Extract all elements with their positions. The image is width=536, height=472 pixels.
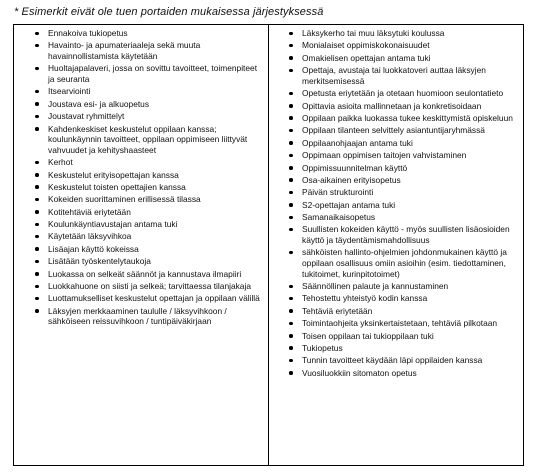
bullet-icon: [35, 115, 39, 119]
list-item-text: Säännöllinen palaute ja kannustaminen: [302, 281, 449, 292]
list-item: [14, 63, 264, 84]
list-item-text: Luokassa on selkeät säännöt ja kannustava ilmapiiri: [48, 268, 242, 279]
bullet-icon: [289, 285, 293, 289]
bullet-icon: [289, 251, 293, 255]
list-item-text: Kerhot: [48, 157, 73, 168]
bullet-icon: [35, 67, 39, 71]
list-item-text: Oppilaanohjaajan antama tuki: [302, 137, 413, 148]
list-item-text: Käytetään läksyvihkoa: [48, 231, 132, 242]
list-item: [269, 175, 519, 186]
list-item-text: Kotitehtäviä eriytetään: [48, 206, 131, 217]
bullet-icon: [289, 141, 293, 145]
bullet-icon: [35, 173, 39, 177]
list-item-text: Keskustelut toisten opettajien kanssa: [48, 181, 186, 192]
list-item-text: Kahdenkeskiset keskustelut oppilaan kanssa; koulunkäynnin tavoitteet, oppilaan oppimiseen liittyvät vahvuudet ja kehityshaasteet: [48, 123, 248, 155]
list-item: [269, 150, 519, 161]
list-item: [269, 65, 519, 86]
list-item: [269, 212, 519, 223]
list-item-text: Oppilaan paikka luokassa tukee keskittymistä opiskeluun: [302, 112, 513, 123]
list-item-text: Oppimissuunnitelman käyttö: [302, 162, 408, 173]
list-item-text: Toisen oppilaan tai tukioppilaan tuki: [302, 330, 434, 341]
list-item: [269, 88, 519, 99]
bullet-icon: [35, 44, 39, 48]
list-item: [269, 125, 519, 136]
list-item-text: Lisäajan käyttö kokeissa: [48, 243, 139, 254]
list-item-text: Ennakoiva tukiopetus: [48, 28, 128, 38]
bullet-icon: [289, 44, 293, 48]
list-item-text: Monialaiset oppimiskokonaisuudet: [302, 40, 430, 51]
list-item-text: Opittavia asioita mallinnetaan ja konkretisoidaan: [302, 100, 482, 111]
list-item: [14, 194, 264, 205]
footnote: * Esimerkit eivät ole tuen portaiden mukaisessa järjestyksessä: [14, 6, 324, 18]
bullet-icon: [35, 161, 39, 165]
list-item: [269, 318, 519, 329]
list-item: [269, 28, 519, 39]
list-item-text: Vuosiluokkiin sitomaton opetus: [302, 367, 417, 378]
list-item-text: Joustava esi- ja alkuopetus: [48, 98, 150, 109]
list-item: [14, 86, 264, 97]
list-item: [269, 40, 519, 51]
bullet-icon: [35, 285, 39, 289]
list-item: [14, 111, 264, 122]
list-item-text: Läksyjen merkkaaminen taululle / läksyvihkoon / sähköiseen reissuvihkoon / tuntipäiväkirjaan: [48, 305, 227, 327]
list-item: [269, 293, 519, 304]
list-item: [14, 157, 264, 168]
list-item-text: Luokkahuone on siisti ja selkeä; tarvittaessa tilanjakaja: [48, 281, 251, 292]
bullet-icon: [289, 216, 293, 220]
bullet-icon: [289, 346, 293, 350]
bullet-icon: [289, 334, 293, 338]
bullet-icon: [35, 127, 39, 131]
list-item-text: sähköisten hallinto-ohjelmien johdonmukainen käyttö ja oppilaan osallisuus omiin asioihin (esim. tiedottaminen, tukitoimet, kurinpitotoimet): [302, 247, 507, 279]
right-bullet-list: [269, 28, 519, 378]
bullet-icon: [35, 210, 39, 214]
list-item: [269, 224, 519, 245]
list-item-text: Lisätään työskentelytaukoja: [48, 256, 151, 267]
bullet-icon: [289, 56, 293, 60]
right-column: [269, 25, 523, 465]
bullet-icon: [289, 228, 293, 232]
bullet-icon: [289, 297, 293, 301]
bullet-icon: [289, 178, 293, 182]
bullet-icon: [289, 371, 293, 375]
list-item-text: Tehtäviä eriytetään: [302, 305, 373, 316]
bullet-icon: [35, 185, 39, 189]
list-item: [269, 163, 519, 174]
list-item-text: Itsearviointi: [48, 86, 91, 97]
bullet-icon: [289, 166, 293, 170]
list-item: [14, 281, 264, 292]
list-item-text: Toimintaohjeita yksinkertaistetaan, tehtäviä pilkotaan: [302, 318, 498, 329]
list-item-text: Keskustelut erityisopettajan kanssa: [48, 169, 179, 180]
list-item-text: Havainto- ja apumateriaaleja sekä muuta havainnollistamista käytetään: [48, 40, 201, 61]
list-item: [269, 200, 519, 211]
list-item: [14, 219, 264, 230]
list-item: [14, 124, 264, 156]
bullet-icon: [35, 102, 39, 106]
list-item: [14, 182, 264, 193]
bullet-icon: [35, 297, 39, 301]
left-column: [14, 25, 269, 465]
list-item-text: Huoltajapalaveri, jossa on sovittu tavoitteet, toimenpiteet ja seuranta: [48, 63, 258, 84]
bullet-icon: [35, 247, 39, 251]
list-item: [14, 231, 264, 242]
bullet-icon: [35, 235, 39, 239]
list-item: [14, 244, 264, 255]
bullet-icon: [289, 104, 293, 108]
bullet-icon: [35, 90, 39, 94]
bullet-icon: [35, 198, 39, 202]
bullet-icon: [289, 32, 293, 36]
list-item-text: Luottamukselliset keskustelut opettajan ja oppilaan välillä: [48, 293, 260, 304]
list-item-text: Tunnin tavoitteet käydään läpi oppilaiden kanssa: [302, 355, 483, 366]
bullet-icon: [35, 260, 39, 264]
list-item-text: Joustavat ryhmittelyt: [48, 111, 125, 122]
list-item: [269, 53, 519, 64]
bullet-icon: [289, 191, 293, 195]
list-item: [269, 281, 519, 292]
support-measures-table: [13, 24, 524, 466]
list-item: [269, 187, 519, 198]
left-bullet-list: [14, 28, 264, 327]
list-item-text: Läksykerho tai muu läksytuki koulussa: [302, 28, 445, 38]
list-item-text: Omakielisen opettajan antama tuki: [302, 52, 431, 63]
bullet-icon: [289, 129, 293, 133]
list-item: [269, 138, 519, 149]
list-item: [14, 40, 264, 61]
list-item-text: Suullisten kokeiden käyttö - myös suullisten lisäosioiden käyttö ja täydentämismahdollisuus: [302, 224, 510, 246]
bullet-icon: [35, 272, 39, 276]
list-item-text: Opetusta eriytetään ja otetaan huomioon seulontatieto: [302, 88, 504, 99]
list-item: [269, 113, 519, 124]
bullet-icon: [289, 92, 293, 96]
bullet-icon: [35, 309, 39, 313]
list-item: [14, 28, 264, 39]
list-item-text: Päivän strukturointi: [302, 187, 374, 198]
bullet-icon: [289, 322, 293, 326]
bullet-icon: [289, 116, 293, 120]
list-item: [269, 355, 519, 366]
list-item-text: Oppilaan tilanteen selvittely asiantuntijaryhmässä: [302, 125, 485, 136]
list-item: [14, 256, 264, 267]
list-item-text: Kokeiden suorittaminen erillisessä tilassa: [48, 194, 201, 205]
list-item-text: Tehostettu yhteistyö kodin kanssa: [302, 293, 428, 304]
list-item: [14, 207, 264, 218]
bullet-icon: [289, 203, 293, 207]
list-item: [14, 170, 264, 181]
list-item-text: Samanaikaisopetus: [302, 212, 376, 223]
bullet-icon: [289, 309, 293, 313]
list-item: [14, 293, 264, 304]
list-item-text: Osa-aikainen erityisopetus: [302, 174, 401, 185]
bullet-icon: [35, 223, 39, 227]
list-item-text: Opettaja, avustaja tai luokkatoveri auttaa läksyjen merkitsemisessä: [302, 65, 486, 86]
list-item-text: Oppimaan oppimisen taitojen vahvistaminen: [302, 150, 467, 161]
list-item: [14, 99, 264, 110]
list-item-text: Koulunkäyntiavustajan antama tuki: [48, 219, 178, 230]
bullet-icon: [289, 359, 293, 363]
list-item: [269, 331, 519, 342]
list-item-text: Tukiopetus: [302, 342, 343, 353]
list-item: [269, 306, 519, 317]
list-item: [269, 101, 519, 112]
bullet-icon: [35, 32, 39, 36]
list-item: [14, 269, 264, 280]
list-item-text: S2-opettajan antama tuki: [302, 199, 396, 210]
list-item: [14, 306, 264, 327]
bullet-icon: [289, 69, 293, 73]
list-item: [269, 368, 519, 379]
list-item: [269, 343, 519, 354]
bullet-icon: [289, 154, 293, 158]
list-item: [269, 247, 519, 279]
